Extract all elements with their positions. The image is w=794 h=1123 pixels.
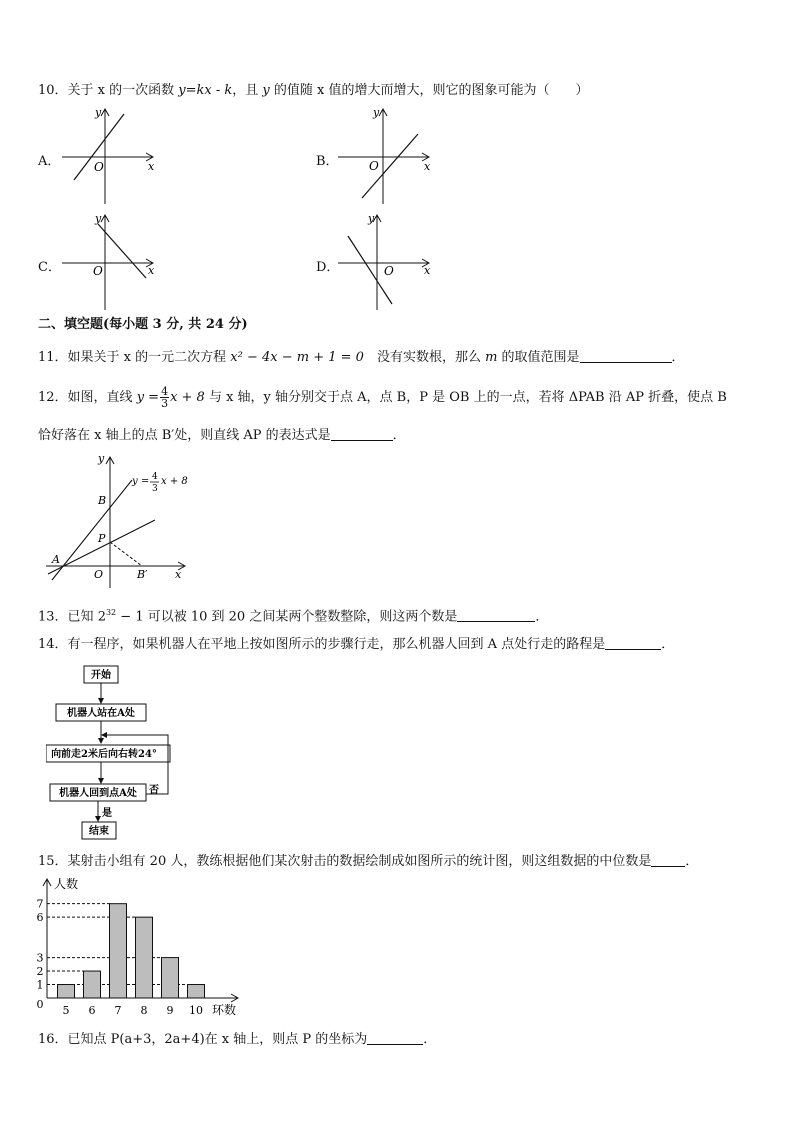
y-tick-label: 3 bbox=[36, 951, 44, 965]
q12-line1: 12．如图，直线 y = $\frac{4}{3}$ x + 8 与 x 轴，y 轴分别交于点 A，点 B，P 是 OB 上的一点，若将 ΔPAB 沿 AP 折叠，使点 B bbox=[38, 385, 727, 410]
x-tick-label: 8 bbox=[140, 1004, 148, 1017]
back-text: 机器人回到点A处 bbox=[59, 788, 137, 799]
q11-stem: 11．如果关于 x 的一元二次方程 x² − 4x − m + 1 = 0 没有实数根，那么 m 的取值范围是 ． bbox=[38, 350, 685, 365]
axis-x-label: x bbox=[175, 568, 182, 581]
origin-label: O bbox=[369, 159, 379, 173]
line-ab bbox=[52, 480, 132, 580]
answer-blank[interactable] bbox=[651, 852, 685, 867]
bar-10 bbox=[188, 985, 205, 998]
start-text: 开始 bbox=[91, 670, 111, 681]
origin-label: O bbox=[93, 264, 103, 278]
origin-label: O bbox=[384, 264, 394, 278]
q12-figure bbox=[40, 450, 200, 590]
section-title: 二、填空题(每小题 3 分, 共 24 分) bbox=[38, 317, 248, 332]
bar-7 bbox=[110, 904, 127, 998]
equation-tail: x + 8 bbox=[161, 476, 188, 487]
graph-option-d bbox=[336, 212, 436, 312]
q14-flowchart bbox=[46, 662, 196, 842]
fraction: $\frac{4}{3}$ bbox=[161, 385, 169, 410]
bar-8 bbox=[136, 917, 153, 998]
fold-line bbox=[110, 542, 142, 566]
yes-text: 是 bbox=[102, 808, 112, 819]
axis-y-label: y bbox=[98, 452, 105, 465]
point-b-label: B bbox=[98, 494, 107, 507]
equation-den: 3 bbox=[152, 484, 158, 494]
axis-x-label: x bbox=[148, 264, 155, 277]
end-text: 结束 bbox=[89, 826, 109, 837]
graph-option-a bbox=[60, 106, 160, 206]
axis-y-label: y bbox=[95, 212, 102, 225]
bar-9 bbox=[162, 958, 179, 998]
graph-option-b bbox=[336, 106, 436, 206]
walk-text: 向前走2米后向右转24° bbox=[51, 749, 157, 760]
bar-6 bbox=[84, 971, 101, 998]
axis-x-label: x bbox=[424, 264, 431, 277]
x-tick-label: 7 bbox=[114, 1004, 122, 1017]
axis-x-label: x bbox=[424, 160, 431, 173]
point-a-label: A bbox=[52, 553, 60, 566]
equation-label: y = bbox=[132, 476, 150, 487]
q12-line2: 恰好落在 x 轴上的点 B′处，则直线 AP 的表达式是 ． bbox=[38, 428, 406, 443]
q13-stem: 13．已知 $2^{32} - 1$ 可以被 10 到 20 之间某两个整数整除，则这两个数是 ． bbox=[38, 608, 549, 625]
q16-stem: 16．已知点 P(a+3，2a+4)在 x 轴上，则点 P 的坐标为 ． bbox=[38, 1032, 437, 1047]
q15-bar-chart bbox=[30, 874, 260, 1020]
origin-label: O bbox=[94, 568, 104, 581]
answer-blank[interactable] bbox=[331, 426, 393, 441]
graph-option-c bbox=[60, 212, 160, 312]
q10-stem: 10．关于 x 的一次函数 y=kx - k，且 y 的值随 x 值的增大而增大，则它的图象可能为（ ） bbox=[38, 83, 589, 98]
axis-y-label: y bbox=[95, 106, 102, 119]
q14-stem: 14．有一程序，如果机器人在平地上按如图所示的步骤行走，那么机器人回到 A 点处行走的路程是 ． bbox=[38, 637, 675, 652]
origin-label: O bbox=[94, 160, 104, 174]
equation-num: 4 bbox=[152, 472, 158, 482]
x-axis-label: 环数 bbox=[212, 1003, 237, 1017]
answer-blank[interactable] bbox=[367, 1030, 423, 1045]
x-tick-label: 6 bbox=[88, 1004, 96, 1017]
option-d-label: D． bbox=[316, 260, 340, 275]
axis-y-label: y bbox=[373, 106, 380, 119]
answer-blank[interactable] bbox=[580, 348, 672, 363]
answer-blank[interactable] bbox=[605, 635, 661, 650]
option-b-label: B． bbox=[316, 154, 339, 169]
axis-y-label: y bbox=[368, 212, 375, 225]
point-p-label: P bbox=[98, 532, 106, 545]
answer-blank[interactable] bbox=[457, 607, 535, 622]
y-tick-label: 0 bbox=[36, 998, 44, 1011]
y-tick-label: 7 bbox=[36, 897, 44, 911]
axis-x-label: x bbox=[148, 160, 155, 173]
q15-stem: 15．某射击小组有 20 人，教练根据他们某次射击的数据绘制成如图所示的统计图，则这组数据的中位数是 ． bbox=[38, 854, 699, 869]
y-axis-label: 人数 bbox=[54, 877, 79, 891]
y-tick-label: 2 bbox=[36, 965, 44, 979]
y-tick-label: 1 bbox=[36, 978, 44, 992]
x-tick-label: 10 bbox=[189, 1004, 203, 1017]
x-tick-label: 9 bbox=[166, 1004, 174, 1017]
stand-text: 机器人站在A处 bbox=[67, 708, 135, 719]
option-c-label: C． bbox=[38, 260, 61, 275]
no-text: 否 bbox=[149, 785, 159, 796]
y-tick-label: 6 bbox=[36, 911, 44, 925]
point-bprime-label: B′ bbox=[137, 568, 148, 581]
option-a-label: A． bbox=[38, 154, 61, 169]
bar-5 bbox=[58, 985, 75, 998]
x-tick-label: 5 bbox=[62, 1004, 70, 1017]
